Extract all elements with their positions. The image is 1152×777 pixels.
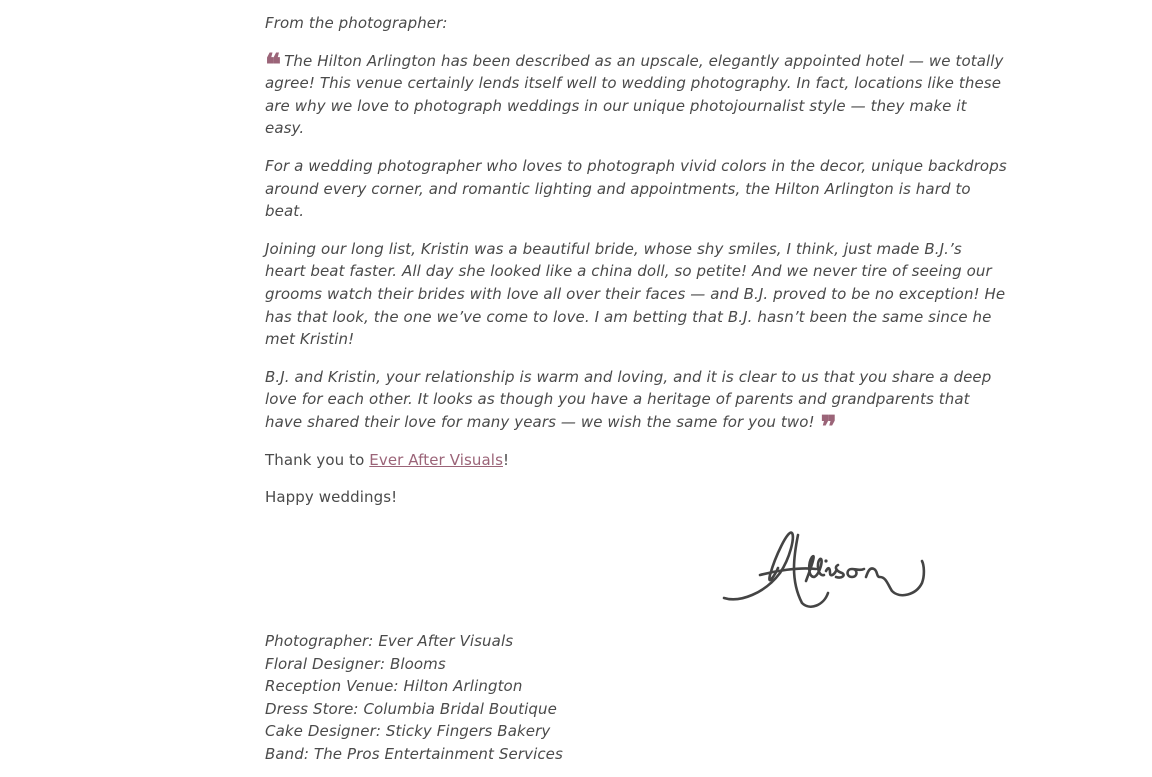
intro-line: From the photographer: bbox=[265, 14, 448, 32]
credit-photographer: Photographer: Ever After Visuals bbox=[265, 632, 514, 650]
quote-text-1: The Hilton Arlington has been described as an upscale, elegantly appointed hotel — we totally agree! This venue certainly lends itself well to wedding photography. In fact, locations like these are why we love to photograph weddings in our unique photojournalist style — they make it easy. bbox=[265, 51, 1004, 138]
thanks-line bbox=[265, 449, 1007, 472]
credit-dress-store: Dress Store: Columbia Bridal Boutique bbox=[265, 699, 557, 718]
signature-allison-image bbox=[720, 525, 930, 610]
quote-paragraph-3: Joining our long list, Kristin was a beautiful bride, whose shy smiles, I think, just made B.J.’s heart beat faster. All day she looked like a china doll, so petite! And we never tire of seeing our grooms watch their brides with love all over their faces — and B.J. proved to be no exception! He has that look, the one we’ve come to love. I am betting that B.J. hasn’t been the same since he met Kristin! bbox=[265, 239, 1006, 349]
credit-reception-venue: Reception Venue: Hilton Arlington bbox=[265, 677, 523, 696]
quote-paragraph-2: For a wedding photographer who loves to photograph vivid colors in the decor, unique backdrops around every corner, and romantic lighting and appointments, the Hilton Arlington is hard to beat. bbox=[265, 156, 1007, 221]
close-quote-icon: ❞ bbox=[820, 409, 834, 445]
credit-cake-designer: Cake Designer: Sticky Fingers Bakery bbox=[265, 722, 551, 741]
vendor-credits bbox=[265, 630, 865, 766]
article-body bbox=[265, 12, 1007, 509]
credit-band: Band: The Pros Entertainment Services bbox=[265, 744, 563, 763]
quote-paragraph-1 bbox=[265, 47, 1007, 140]
quote-text-4: B.J. and Kristin, your relationship is warm and loving, and it is clear to us that you share a deep love for each other. It looks as though you have a heritage of parents and grandparents that have shared their love for many years — we wish the same for you two! bbox=[265, 367, 992, 431]
open-quote-icon: ❝ bbox=[265, 47, 279, 83]
thanks-prefix: Thank you to bbox=[265, 450, 370, 469]
thanks-suffix: ! bbox=[502, 450, 510, 469]
happy-weddings-line: Happy weddings! bbox=[265, 488, 398, 507]
ever-after-visuals-link[interactable]: Ever After Visuals bbox=[369, 450, 503, 469]
quote-paragraph-4 bbox=[265, 366, 1007, 445]
credit-floral-designer: Floral Designer: Blooms bbox=[265, 654, 446, 673]
